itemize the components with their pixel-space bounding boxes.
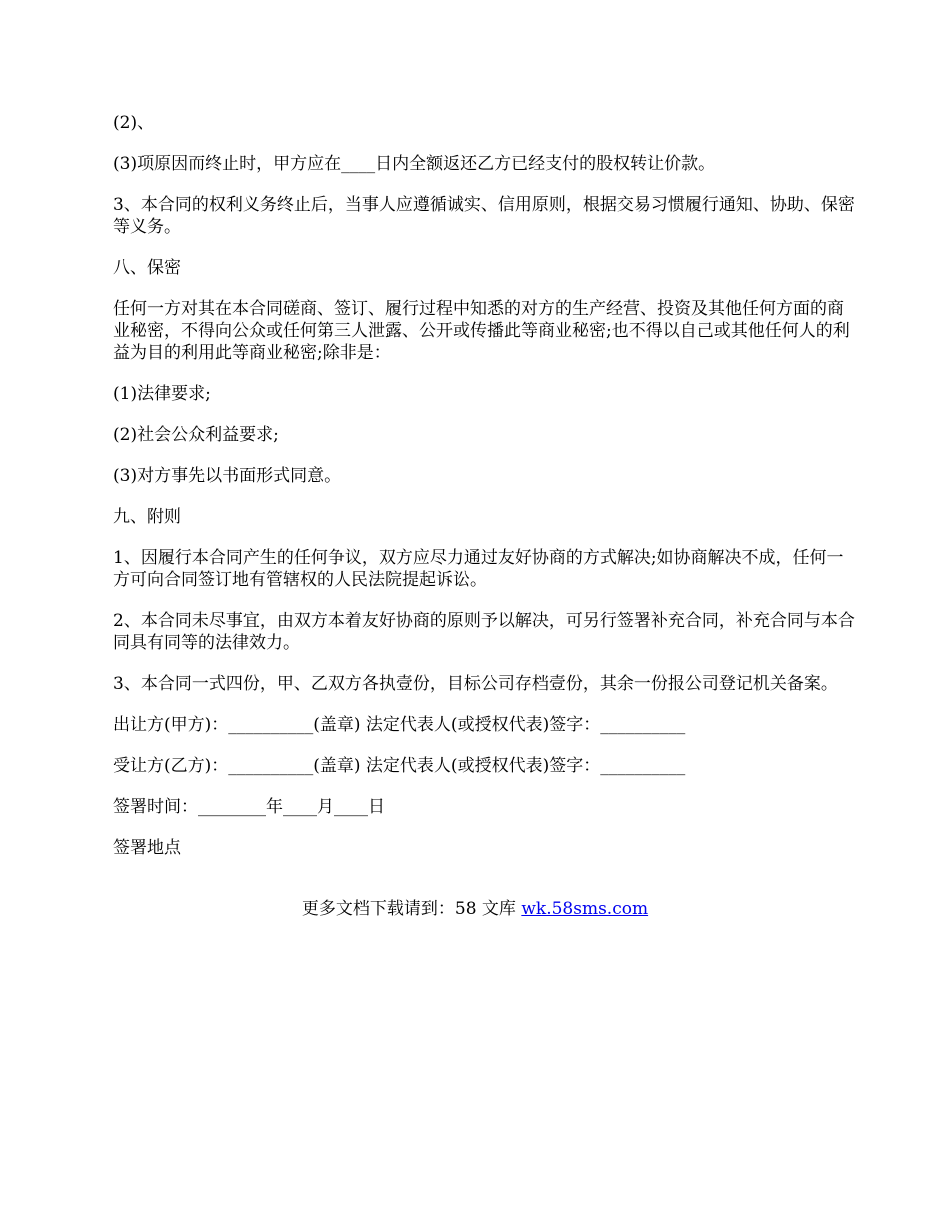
section-heading-supplementary: 九、附则 bbox=[113, 507, 181, 527]
download-footer bbox=[0, 898, 950, 920]
paragraph-post-termination-duties: 3、本合同的权利义务终止后，当事人应遵循诚实、信用原则，根据交易习惯履行通知、协助、保密等义务。 bbox=[113, 195, 855, 237]
signing-date-line: 签署时间：________年____月____日 bbox=[113, 797, 385, 817]
paragraph-supplementary-contract: 2、本合同未尽事宜，由双方本着友好协商的原则予以解决，可另行签署补充合同，补充合同与本合同具有同等的法律效力。 bbox=[113, 611, 855, 653]
paragraph-dispute-resolution: 1、因履行本合同产生的任何争议，双方应尽力通过友好协商的方式解决;如协商解决不成，任何一方可向合同签订地有管辖权的人民法院提起诉讼。 bbox=[113, 548, 844, 590]
paragraph-confidentiality: 任何一方对其在本合同磋商、签订、履行过程中知悉的对方的生产经营、投资及其他任何方面的商业秘密，不得向公众或任何第三人泄露、公开或传播此等商业秘密;也不得以自己或其他任何人的利益为目的利用此等商业秘密;除非是： bbox=[113, 299, 850, 363]
paragraph-exception-written-consent: (3)对方事先以书面形式同意。 bbox=[113, 466, 342, 486]
paragraph-exception-public-interest: (2)社会公众利益要求; bbox=[113, 425, 279, 445]
signing-place-line: 签署地点 bbox=[113, 838, 181, 858]
section-heading-confidentiality: 八、保密 bbox=[113, 258, 181, 278]
footer-prefix: 更多文档下载请到：58 文库 bbox=[301, 899, 522, 919]
paragraph-clause-3-refund: (3)项原因而终止时，甲方应在____日内全额返还乙方已经支付的股权转让价款。 bbox=[113, 154, 716, 174]
footer-link[interactable]: wk.58sms.com bbox=[521, 899, 649, 919]
document-body bbox=[113, 112, 858, 878]
paragraph-exception-law: (1)法律要求; bbox=[113, 384, 211, 404]
signature-line-transferee: 受让方(乙方)：__________(盖章) 法定代表人(或授权代表)签字：__________ bbox=[113, 756, 686, 776]
signature-line-transferor: 出让方(甲方)：__________(盖章) 法定代表人(或授权代表)签字：__________ bbox=[113, 715, 686, 735]
paragraph-clause-2: (2)、 bbox=[113, 113, 155, 133]
paragraph-copies: 3、本合同一式四份，甲、乙双方各执壹份，目标公司存档壹份，其余一份报公司登记机关备案。 bbox=[113, 674, 838, 694]
